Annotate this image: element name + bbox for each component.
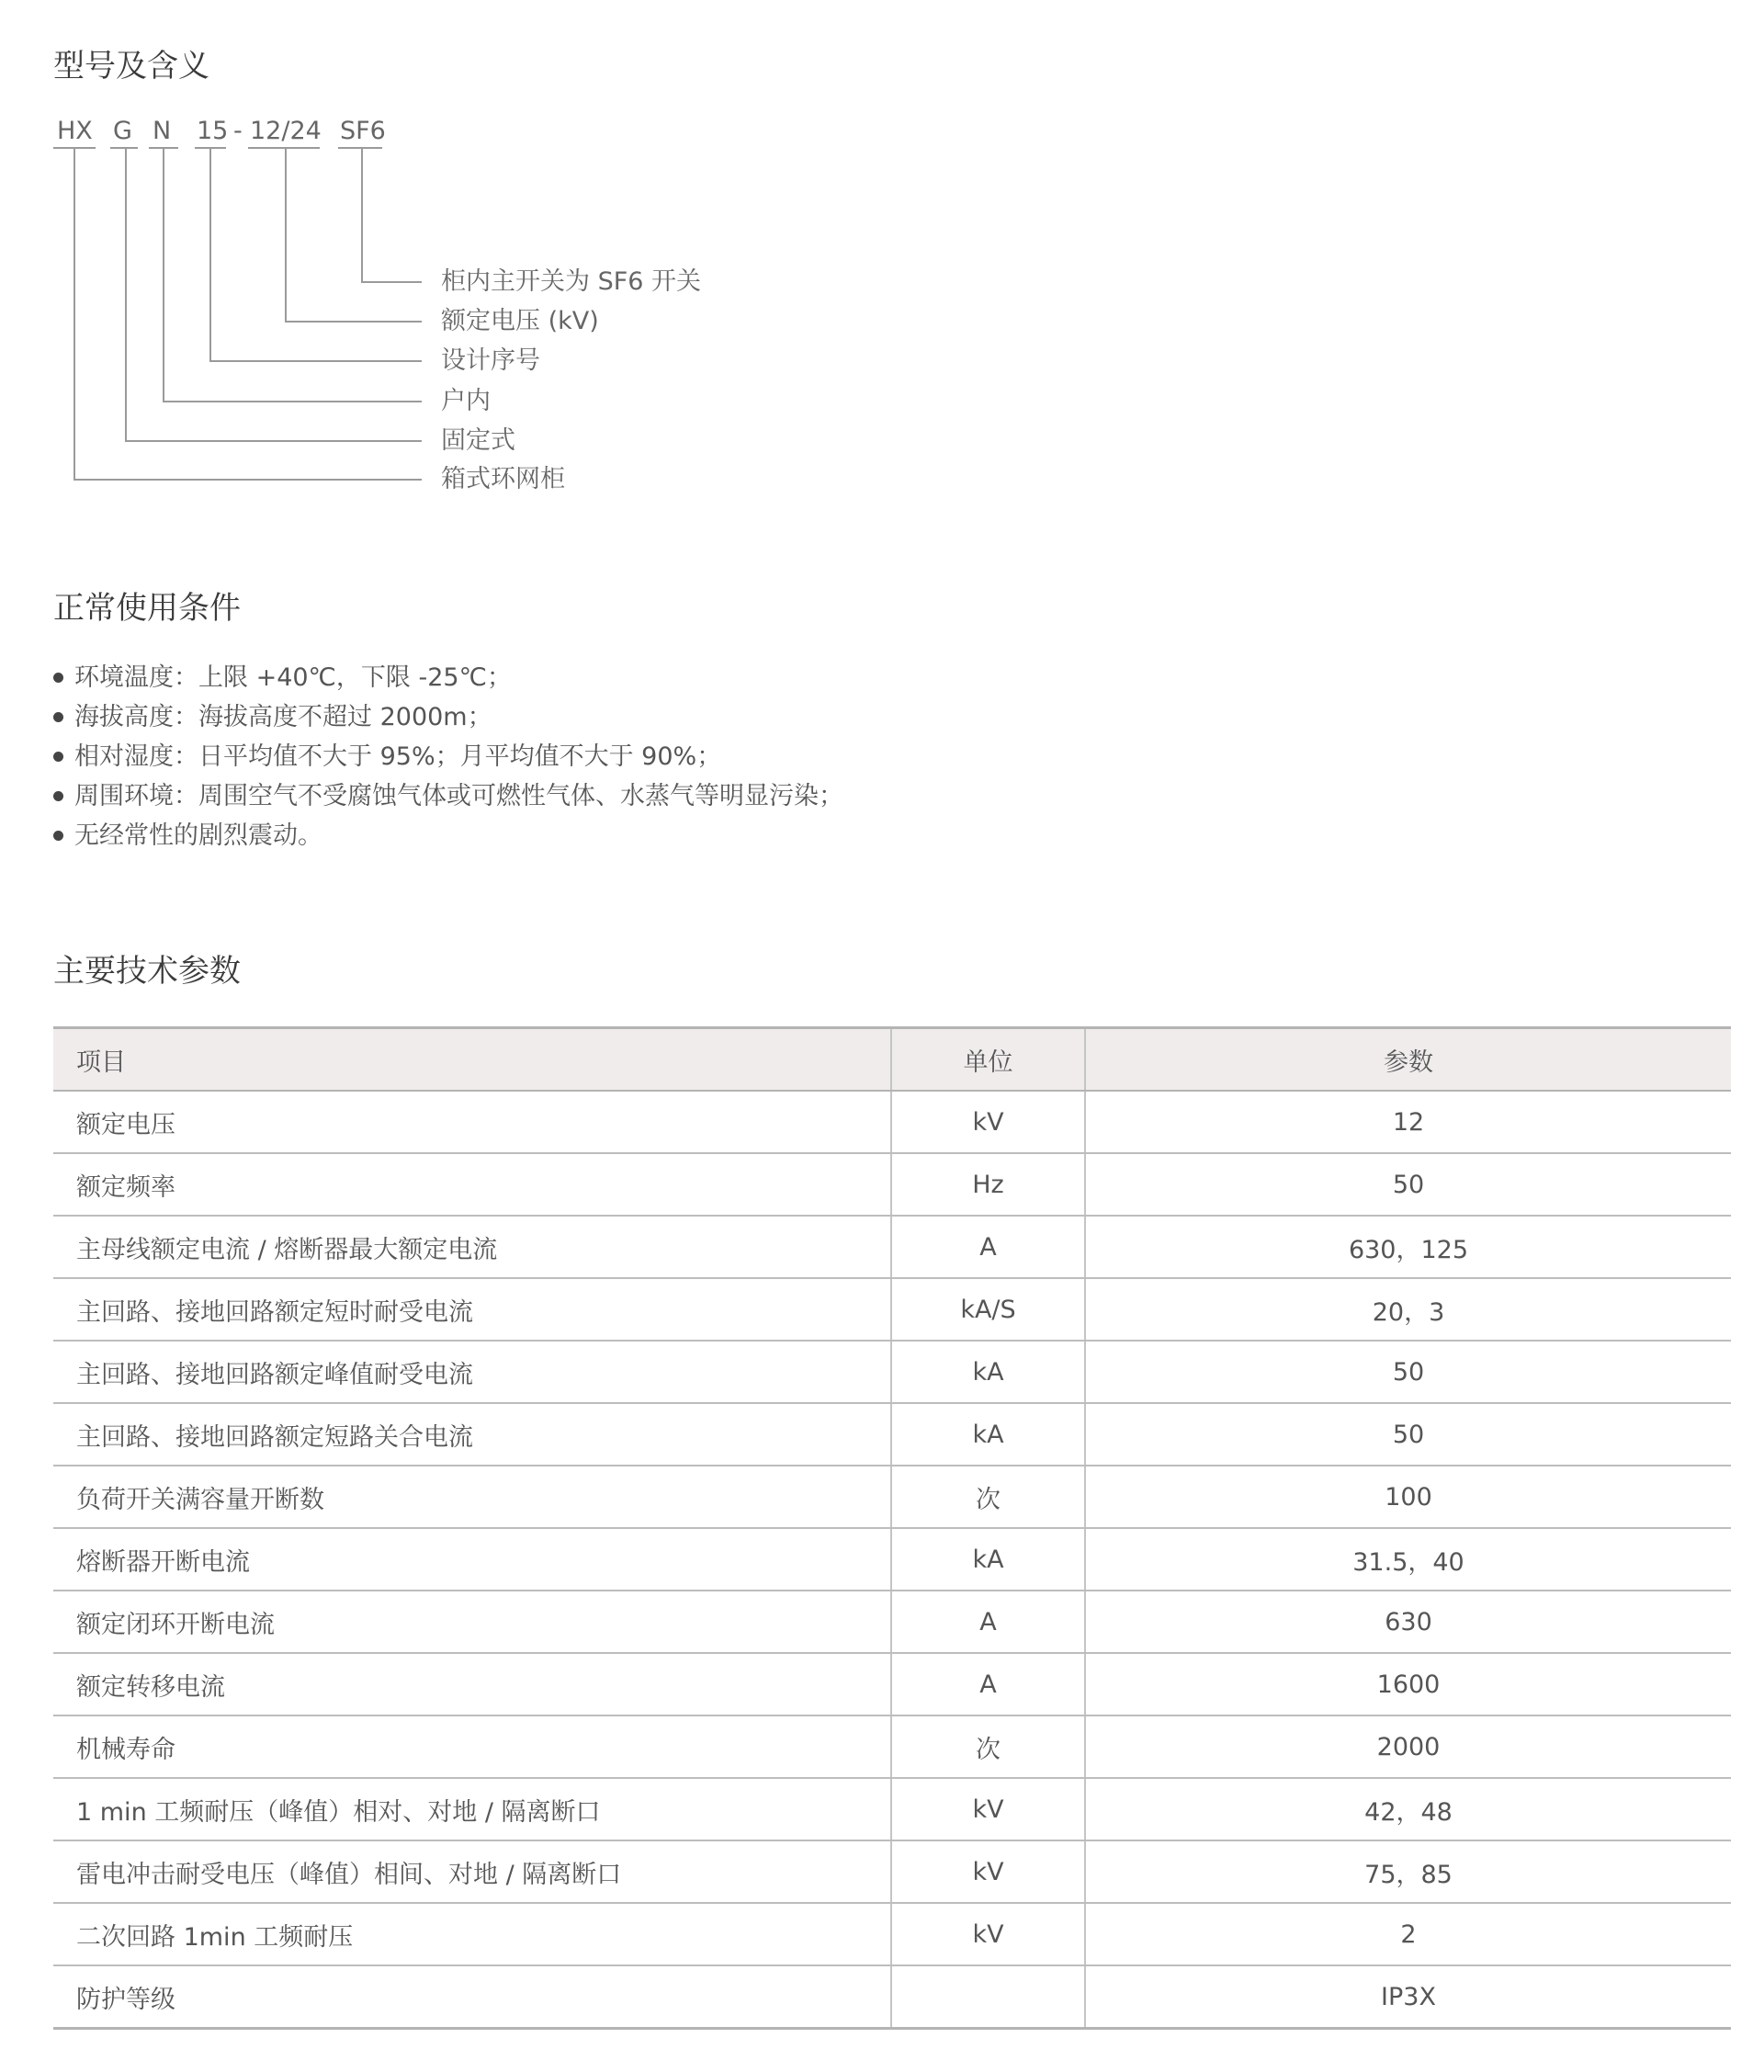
connector-line bbox=[361, 147, 363, 282]
connector-line bbox=[74, 147, 75, 480]
connector-line bbox=[209, 360, 422, 362]
condition-item bbox=[53, 737, 843, 776]
code-part-12-24: 12/24 bbox=[250, 117, 322, 145]
cell-unit: A bbox=[891, 1653, 1085, 1715]
table-row bbox=[53, 1591, 1731, 1653]
params-section-title: 主要技术参数 bbox=[53, 953, 241, 990]
cell-value: 1600 bbox=[1085, 1653, 1731, 1715]
cell-unit: kA bbox=[891, 1528, 1085, 1591]
code-underline bbox=[338, 147, 382, 149]
code-underline bbox=[110, 147, 138, 149]
bullet-icon bbox=[53, 673, 63, 683]
connector-line bbox=[163, 147, 164, 402]
cell-item: 防护等级 bbox=[53, 1965, 891, 2029]
cell-item: 额定闭环开断电流 bbox=[53, 1591, 891, 1653]
table-row bbox=[53, 1466, 1731, 1528]
condition-text: 海拔高度：海拔高度不超过 2000m； bbox=[74, 703, 492, 731]
table-row bbox=[53, 1153, 1731, 1216]
table-row bbox=[53, 1715, 1731, 1778]
cell-item: 额定电压 bbox=[53, 1091, 891, 1153]
table-row bbox=[53, 1216, 1731, 1278]
cell-value: 75，85 bbox=[1085, 1840, 1731, 1903]
cell-value: 50 bbox=[1085, 1153, 1731, 1216]
connector-line bbox=[209, 147, 211, 361]
cell-unit bbox=[891, 1965, 1085, 2029]
table-row bbox=[53, 1778, 1731, 1840]
cell-unit: Hz bbox=[891, 1153, 1085, 1216]
cell-item: 负荷开关满容量开断数 bbox=[53, 1466, 891, 1528]
cell-item: 额定频率 bbox=[53, 1153, 891, 1216]
cell-item: 额定转移电流 bbox=[53, 1653, 891, 1715]
cell-unit: kA bbox=[891, 1403, 1085, 1466]
code-part-hx: HX bbox=[57, 117, 93, 145]
connector-line bbox=[125, 147, 127, 441]
table-row bbox=[53, 1653, 1731, 1715]
meaning-design-serial: 设计序号 bbox=[441, 346, 540, 375]
cell-value: 20，3 bbox=[1085, 1278, 1731, 1341]
params-table bbox=[53, 1026, 1731, 2030]
conditions-list bbox=[53, 658, 843, 855]
header-unit: 单位 bbox=[891, 1028, 1085, 1092]
cell-item: 二次回路 1min 工频耐压 bbox=[53, 1903, 891, 1965]
bullet-icon bbox=[53, 831, 63, 841]
cell-value: 100 bbox=[1085, 1466, 1731, 1528]
conditions-section-title: 正常使用条件 bbox=[53, 590, 241, 627]
cell-unit: kA/S bbox=[891, 1278, 1085, 1341]
meaning-sf6-switch: 柜内主开关为 SF6 开关 bbox=[441, 267, 702, 296]
cell-value: 50 bbox=[1085, 1403, 1731, 1466]
table-row bbox=[53, 1403, 1731, 1466]
table-row bbox=[53, 1341, 1731, 1403]
condition-item bbox=[53, 658, 843, 697]
connector-line bbox=[361, 281, 422, 283]
code-part-g: G bbox=[113, 117, 132, 145]
table-row bbox=[53, 1278, 1731, 1341]
code-part-dash: - bbox=[233, 117, 243, 145]
table-row bbox=[53, 1840, 1731, 1903]
meaning-indoor: 户内 bbox=[441, 387, 491, 415]
cell-item: 熔断器开断电流 bbox=[53, 1528, 891, 1591]
cell-item: 主回路、接地回路额定峰值耐受电流 bbox=[53, 1341, 891, 1403]
cell-unit: kV bbox=[891, 1091, 1085, 1153]
cell-value: 2 bbox=[1085, 1903, 1731, 1965]
model-section-title: 型号及含义 bbox=[53, 48, 209, 85]
code-part-sf6: SF6 bbox=[340, 117, 386, 145]
condition-item bbox=[53, 697, 843, 737]
cell-unit: kV bbox=[891, 1778, 1085, 1840]
cell-unit: 次 bbox=[891, 1715, 1085, 1778]
cell-item: 主回路、接地回路额定短时耐受电流 bbox=[53, 1278, 891, 1341]
table-header-row bbox=[53, 1028, 1731, 1092]
cell-value: 42，48 bbox=[1085, 1778, 1731, 1840]
connector-line bbox=[74, 479, 422, 481]
meaning-fixed-type: 固定式 bbox=[441, 426, 515, 455]
cell-item: 1 min 工频耐压（峰值）相对、对地 / 隔离断口 bbox=[53, 1778, 891, 1840]
table-row bbox=[53, 1903, 1731, 1965]
cell-value: 50 bbox=[1085, 1341, 1731, 1403]
cell-value: 2000 bbox=[1085, 1715, 1731, 1778]
bullet-icon bbox=[53, 712, 63, 722]
header-value: 参数 bbox=[1085, 1028, 1731, 1092]
cell-unit: A bbox=[891, 1216, 1085, 1278]
cell-item: 主回路、接地回路额定短路关合电流 bbox=[53, 1403, 891, 1466]
connector-line bbox=[285, 321, 422, 323]
cell-unit: kV bbox=[891, 1840, 1085, 1903]
cell-value: IP3X bbox=[1085, 1965, 1731, 2029]
condition-item bbox=[53, 776, 843, 816]
cell-unit: 次 bbox=[891, 1466, 1085, 1528]
bullet-icon bbox=[53, 752, 63, 762]
cell-item: 雷电冲击耐受电压（峰值）相间、对地 / 隔离断口 bbox=[53, 1840, 891, 1903]
connector-line bbox=[163, 401, 422, 402]
header-item: 项目 bbox=[53, 1028, 891, 1092]
connector-line bbox=[125, 440, 422, 442]
cell-value: 31.5，40 bbox=[1085, 1528, 1731, 1591]
cell-unit: kV bbox=[891, 1903, 1085, 1965]
table-row bbox=[53, 1091, 1731, 1153]
connector-line bbox=[285, 147, 287, 322]
code-part-n: N bbox=[153, 117, 172, 145]
cell-value: 630，125 bbox=[1085, 1216, 1731, 1278]
condition-text: 环境温度：上限 +40℃，下限 -25℃； bbox=[74, 663, 512, 692]
condition-item bbox=[53, 816, 843, 855]
cell-unit: kA bbox=[891, 1341, 1085, 1403]
cell-unit: A bbox=[891, 1591, 1085, 1653]
condition-text: 相对湿度：日平均值不大于 95%；月平均值不大于 90%； bbox=[74, 742, 722, 771]
code-part-15: 15 bbox=[197, 117, 229, 145]
condition-text: 无经常性的剧烈震动。 bbox=[74, 821, 322, 850]
cell-item: 主母线额定电流 / 熔断器最大额定电流 bbox=[53, 1216, 891, 1278]
code-underline bbox=[248, 147, 320, 149]
cell-value: 630 bbox=[1085, 1591, 1731, 1653]
cell-value: 12 bbox=[1085, 1091, 1731, 1153]
cell-item: 机械寿命 bbox=[53, 1715, 891, 1778]
bullet-icon bbox=[53, 791, 63, 801]
meaning-box-ring-unit: 箱式环网柜 bbox=[441, 465, 565, 493]
table-row bbox=[53, 1528, 1731, 1591]
meaning-rated-voltage: 额定电压 (kV) bbox=[441, 307, 599, 335]
table-row bbox=[53, 1965, 1731, 2029]
condition-text: 周围环境：周围空气不受腐蚀气体或可燃性气体、水蒸气等明显污染； bbox=[74, 782, 843, 810]
